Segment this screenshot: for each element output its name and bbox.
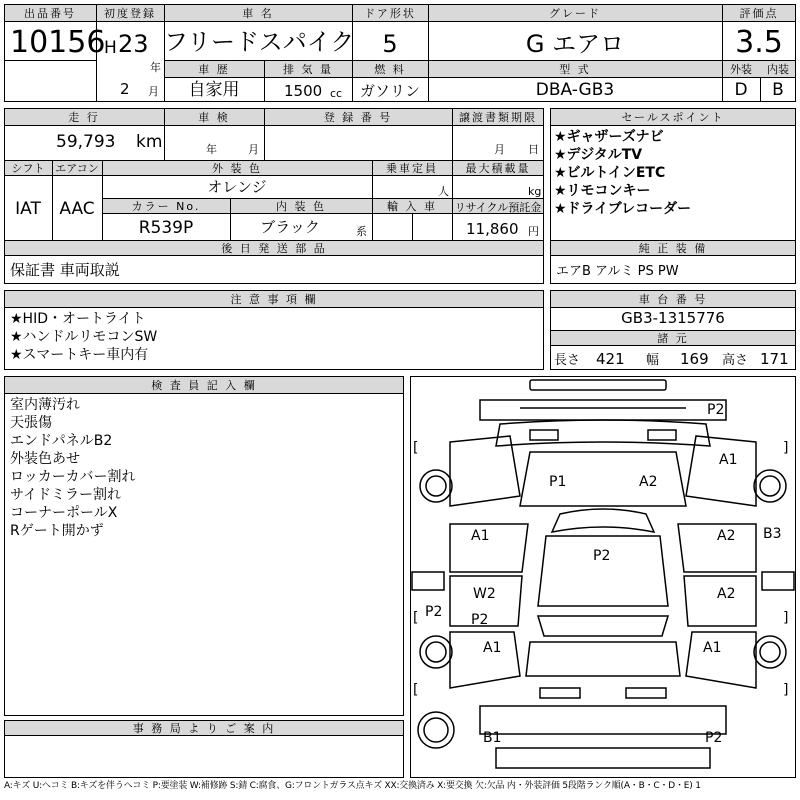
bracket-mark: ] xyxy=(783,610,789,626)
regno-label: 登 録 番 号 xyxy=(323,111,393,124)
damage-mark: P2 xyxy=(425,604,443,620)
inspector-note: ロッカーカバー割れ xyxy=(10,469,136,485)
color-no: R539P xyxy=(138,218,194,238)
caution-label: 注 意 事 項 欄 xyxy=(230,293,318,306)
legend: A:キズ U:ヘコミ B:キズを伴うヘコミ P:要塗装 W:補修跡 S:錆 C:腐食、G:フロントガラス点キズ XX:交換済み X:要交換 欠:欠品 内・外装評価 5段階ランク順(A・B・C・D・E) 1 xyxy=(4,781,701,791)
bracket-mark: [ xyxy=(413,440,419,456)
car-name: フリードスパイク xyxy=(164,28,355,56)
year-unit: 年 xyxy=(150,61,161,74)
first-reg-label: 初度登録 xyxy=(104,7,156,20)
later-label: 後 日 発 送 部 品 xyxy=(221,242,327,255)
interior-label: 内装 xyxy=(767,63,789,76)
damage-mark: A1 xyxy=(719,452,738,468)
transfer-label: 譲渡書類期限 xyxy=(459,111,537,124)
inspector-note: 天張傷 xyxy=(10,415,52,431)
sales-point: ★ビルトインETC xyxy=(554,165,666,181)
inspection-label: 車 検 xyxy=(198,111,230,124)
chassis-label: 車 台 番 号 xyxy=(638,293,708,306)
width: 169 xyxy=(680,350,709,368)
caution-item: ★HID・オートライト xyxy=(10,311,146,327)
fuel-label: 燃 料 xyxy=(374,63,406,76)
recycle-unit: 円 xyxy=(528,225,539,238)
damage-mark: P2 xyxy=(705,730,723,746)
sales-point: ★リモコンキー xyxy=(554,183,651,199)
month-unit: 月 xyxy=(148,85,159,98)
chassis-number: GB3-1315776 xyxy=(621,309,725,327)
sales-points xyxy=(554,128,691,218)
inspector-label: 検 査 員 記 入 欄 xyxy=(151,379,257,392)
interior-grade: B xyxy=(772,80,784,100)
transfer-month-unit: 月 xyxy=(494,143,505,156)
damage-mark: P2 xyxy=(471,612,489,628)
recycle-label: リサイクル預託金 xyxy=(454,201,542,214)
sales-point: ★ギャザーズナビ xyxy=(554,129,664,145)
car-outline xyxy=(410,376,796,778)
shift: IAT xyxy=(15,199,41,219)
history: 自家用 xyxy=(188,80,240,100)
sales-point: ★ドライブレコーダー xyxy=(554,201,692,217)
model-label: 型 式 xyxy=(559,63,591,76)
capacity-label: 乗車定員 xyxy=(386,162,438,175)
load-unit: kg xyxy=(528,185,542,198)
sales-label: セールスポイント xyxy=(621,111,725,124)
era: H xyxy=(104,38,117,58)
recycle-amount: 11,860 xyxy=(466,220,519,238)
body-color: オレンジ xyxy=(207,178,267,196)
damage-mark: A1 xyxy=(483,640,502,656)
history-label: 車 歴 xyxy=(198,63,230,76)
bracket-mark: [ xyxy=(413,610,419,626)
ac: AAC xyxy=(59,199,95,219)
inspector-note: コーナーポールX xyxy=(10,505,118,521)
caution-items xyxy=(10,310,157,364)
length: 421 xyxy=(596,350,625,368)
displacement-unit: cc xyxy=(330,87,343,100)
damage-mark: A2 xyxy=(717,586,736,602)
later-parts: 保証書 車両取説 xyxy=(10,261,120,279)
inspector-note: 室内薄汚れ xyxy=(10,397,80,413)
reg-month: 2 xyxy=(120,80,130,98)
inspector-note: Rゲート開かず xyxy=(10,523,104,539)
height: 171 xyxy=(760,350,789,368)
grade-label: グレード xyxy=(549,7,601,20)
damage-mark: W2 xyxy=(473,586,496,602)
score-label: 評価点 xyxy=(739,7,779,20)
equipment: エアB アルミ PS PW xyxy=(556,264,679,279)
exterior-label: 外装 xyxy=(730,63,752,76)
bracket-mark: [ xyxy=(413,682,419,698)
lot-label: 出品番号 xyxy=(24,7,76,20)
import-label: 輸 入 車 xyxy=(387,200,437,213)
equip-label: 純 正 装 備 xyxy=(638,242,708,255)
length-label: 長さ xyxy=(554,353,581,368)
office-label: 事 務 局 よ り ご 案 内 xyxy=(132,722,276,735)
door-label: ドア形状 xyxy=(364,7,416,20)
fuel: ガソリン xyxy=(359,82,420,100)
inspector-note: エンドパネルB2 xyxy=(10,433,113,449)
damage-mark: B1 xyxy=(483,730,502,746)
caution-item: ★ハンドルリモコンSW xyxy=(10,329,158,345)
width-label: 幅 xyxy=(646,353,660,368)
damage-mark: A1 xyxy=(703,640,722,656)
color-no-label: カラー No. xyxy=(131,200,201,213)
grade: G エアロ xyxy=(525,30,625,58)
transfer-day-unit: 日 xyxy=(528,143,539,156)
reg-year: 23 xyxy=(118,30,149,58)
lot-number: 10156 xyxy=(10,25,106,60)
score: 3.5 xyxy=(735,25,783,60)
inspection-month-unit: 月 xyxy=(248,143,259,156)
damage-mark: P2 xyxy=(593,548,611,564)
inspection-year-unit: 年 xyxy=(206,143,217,156)
bracket-mark: ] xyxy=(783,682,789,698)
sales-point: ★デジタルTV xyxy=(554,147,643,163)
exterior-grade: D xyxy=(734,80,748,100)
mileage-label: 走 行 xyxy=(68,111,100,124)
mileage-unit: km xyxy=(136,132,163,152)
dims-label: 諸 元 xyxy=(657,332,689,345)
color-label: 外 装 色 xyxy=(212,162,262,175)
shift-label: シフト xyxy=(11,162,45,175)
height-label: 高さ xyxy=(722,353,749,368)
damage-mark: A2 xyxy=(717,528,736,544)
inspector-note: 外装色あせ xyxy=(10,451,80,467)
displacement: 1500 xyxy=(284,82,323,100)
load-label: 最大積載量 xyxy=(465,162,531,175)
damage-mark: B3 xyxy=(763,526,782,542)
int-color-unit: 系 xyxy=(356,225,367,238)
mileage: 59,793 xyxy=(56,132,116,152)
caution-item: ★スマートキー車内有 xyxy=(10,347,149,363)
damage-mark: A2 xyxy=(639,474,658,490)
door: 5 xyxy=(382,30,398,58)
int-color-label: 内 装 色 xyxy=(276,200,326,213)
capacity-unit: 人 xyxy=(438,185,449,198)
ac-label: エアコン xyxy=(55,162,99,175)
inspector-notes xyxy=(10,396,135,540)
int-color: ブラック xyxy=(260,218,320,236)
damage-mark: P2 xyxy=(707,402,725,418)
displacement-label: 排 気 量 xyxy=(283,63,333,76)
damage-mark: P1 xyxy=(549,474,567,490)
damage-diagram xyxy=(410,376,796,778)
inspector-note: サイドミラー割れ xyxy=(10,487,122,503)
damage-mark: A1 xyxy=(471,528,490,544)
car-name-label: 車 名 xyxy=(242,7,274,20)
bracket-mark: ] xyxy=(783,440,789,456)
model: DBA-GB3 xyxy=(535,80,615,100)
